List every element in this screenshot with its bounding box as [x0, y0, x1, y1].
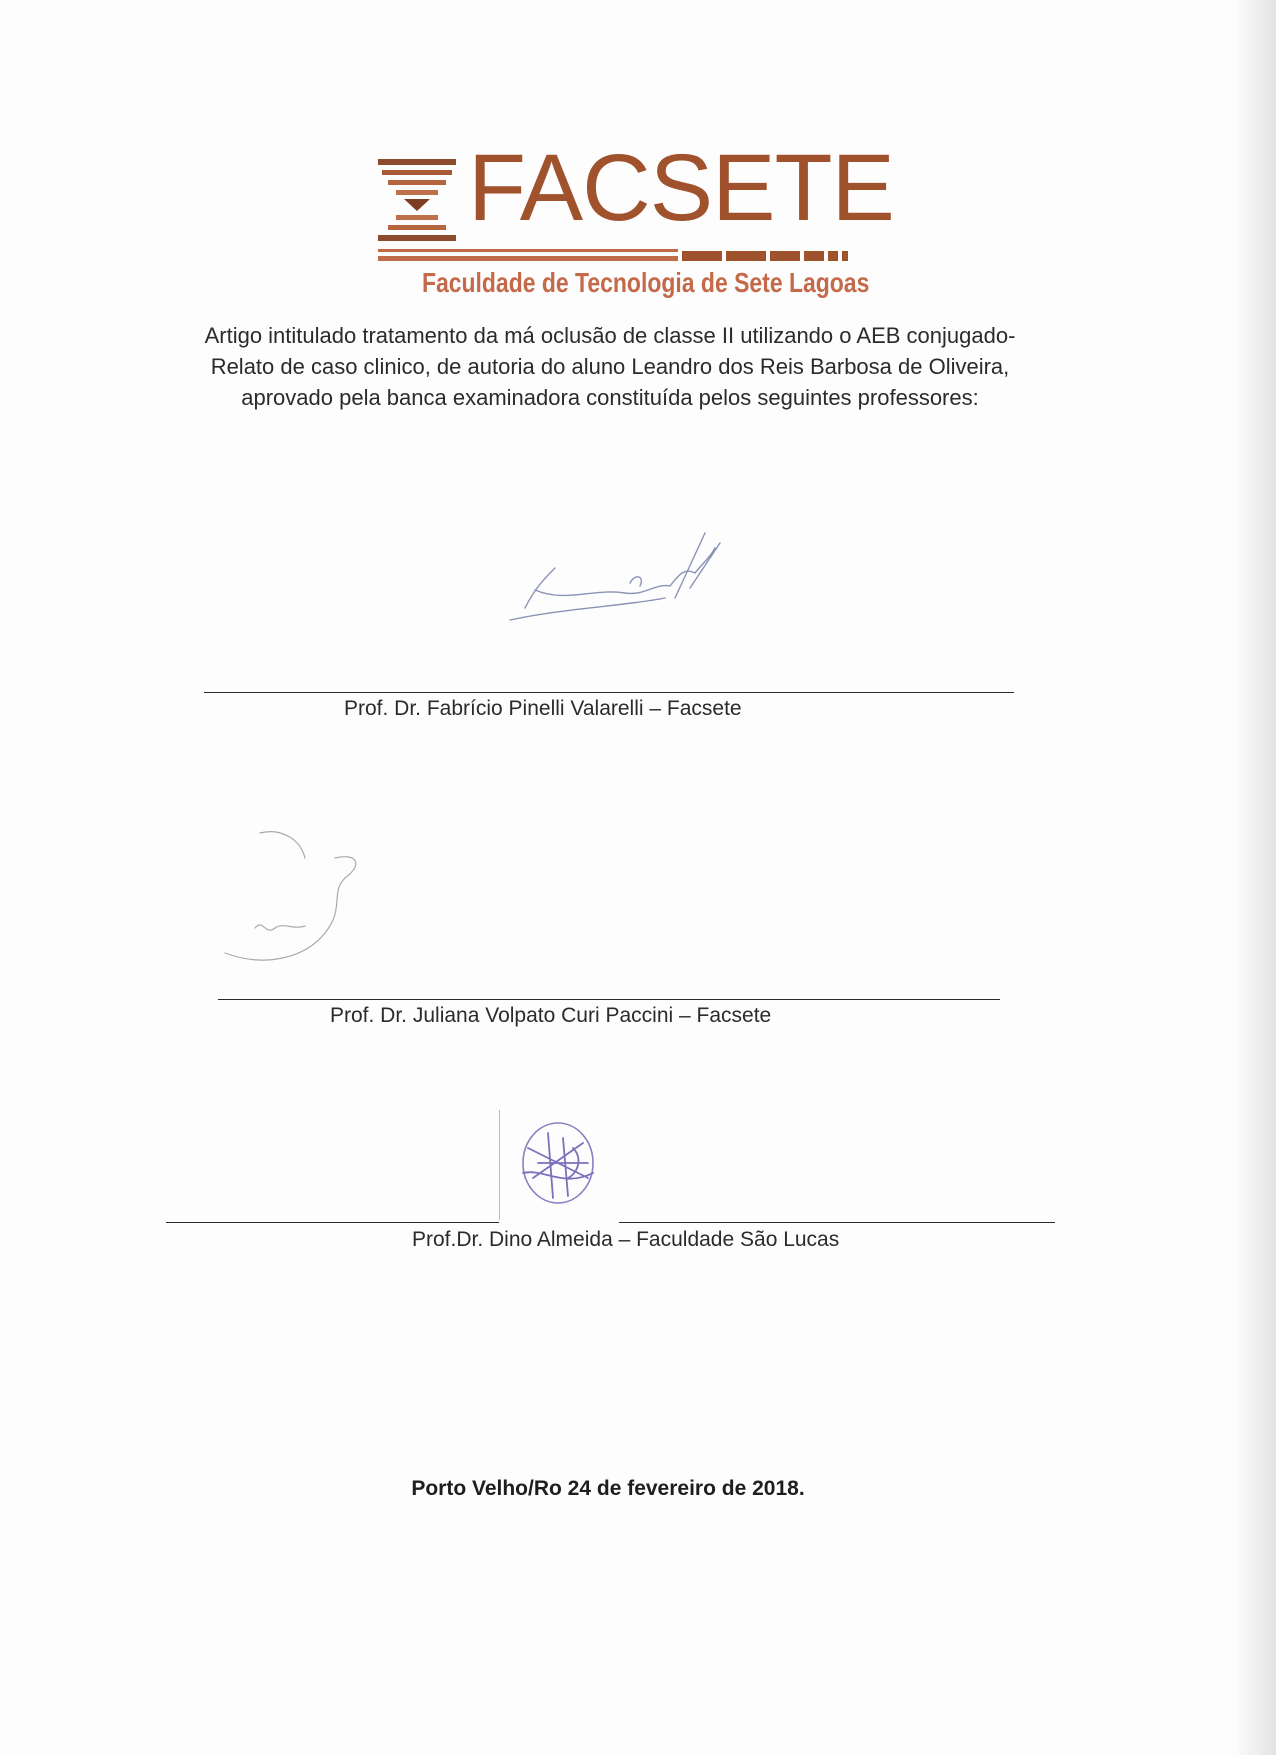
signature-line-2	[218, 999, 1000, 1000]
logo-emblem-icon	[378, 159, 456, 243]
signature-2-scribble	[205, 818, 405, 978]
logo-wordmark: FACSETE	[468, 135, 894, 241]
page-edge-shadow	[1238, 0, 1276, 1755]
vertical-mark	[499, 1110, 500, 1220]
approval-paragraph	[150, 320, 1070, 413]
place-and-date: Porto Velho/Ro 24 de fevereiro de 2018.	[411, 1477, 805, 1500]
signature-1-scribble	[505, 528, 735, 638]
signature-3-scribble	[513, 1118, 603, 1213]
logo-underline-bars	[378, 247, 848, 265]
logo-subtitle: Faculdade de Tecnologia de Sete Lagoas	[421, 267, 870, 298]
intro-line-2: Relato de caso clinico, de autoria do aluno Leandro dos Reis Barbosa de Oliveira,	[210, 354, 1010, 379]
intro-line-1: Artigo intitulado tratamento da má oclusão de classe II utilizando o AEB conjugado-	[204, 323, 1016, 348]
signature-line-3-left	[166, 1222, 499, 1223]
signature-line-1	[204, 692, 1014, 693]
signature-line-3-right	[619, 1222, 1055, 1223]
facsete-logo	[378, 135, 894, 305]
signatory-name-2: Prof. Dr. Juliana Volpato Curi Paccini – Facsete	[330, 1004, 772, 1027]
intro-line-3: aprovado pela banca examinadora constituída pelos seguintes professores:	[241, 385, 979, 410]
signatory-name-1: Prof. Dr. Fabrício Pinelli Valarelli – Facsete	[344, 697, 742, 720]
signatory-name-3: Prof.Dr. Dino Almeida – Faculdade São Lucas	[412, 1228, 840, 1251]
